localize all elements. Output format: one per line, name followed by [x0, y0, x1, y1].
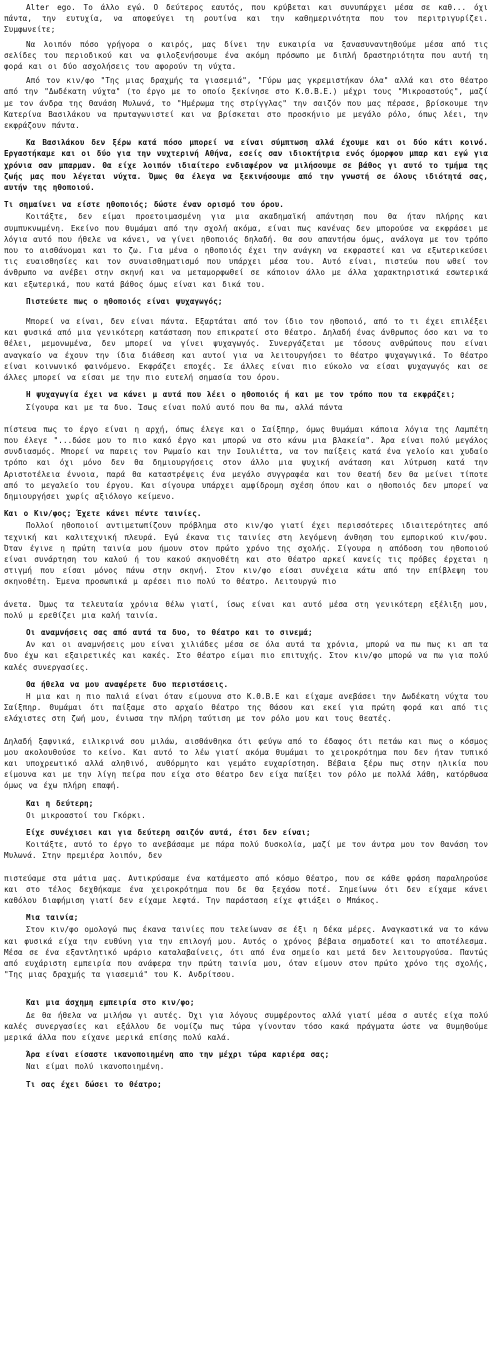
- answer-paragraph: άνετα. Όμως τα τελευταία χρόνια θέλω γιατί, ίσως είναι και αυτό μέσα στη γενικότερη εξέλιξη μου, πολύ μ ερεθίζει μια καλή ταινία.: [4, 599, 488, 620]
- answer-paragraph: Η μια και η πιο παλιά είναι όταν είμουνα στο Κ.Θ.Β.Ε και είχαμε ανεβάσει την Δωδέκατη νύχτα του Σαίξπηρ. Θυμάμαι ότι παίξαμε στο αρχαίο θέατρο της Θάσου και εκεί για πρώτη φορά και από τις ελάχιστες στη ζωή μου, ένιωσα την πλήρη ταύτιση με τον ρόλο μου και τους θεατές.: [4, 691, 488, 724]
- interview-question: Τι σας έχει δώσει το θέατρο;: [26, 1079, 162, 1089]
- interview-question: Και μια άσχημη εμπειρία στο κιν/φο;: [26, 998, 195, 1008]
- interview-question: Πιστεύετε πως ο ηθοποιός είναι ψυχαγωγός;: [26, 296, 223, 306]
- answer-paragraph: Σίγουρα και με τα δυο. Ίσως είναι πολύ αυτό που θα πω, αλλά πάντα: [26, 402, 343, 412]
- interview-question: Η ψυχαγωγία έχει να κάνει μ αυτά που λέει ο ηθοποιός ή και με τον τρόπο που τα εκφράζει;: [26, 390, 456, 400]
- answer-paragraph: Alter ego. Το άλλο εγώ. Ο δεύτερος εαυτός, που κρύβεται και συνυπάρχει μέσα σε καθ... όχι πάντα, την ευτυχία, να αποφεύγει τη ρουτίνα και την καθημερινότητα που τον περιτριγυρίζει. Συμφωνείτε;: [4, 3, 488, 35]
- interview-question: Και η δεύτερη;: [26, 798, 94, 808]
- answer-paragraph: Δηλαδή ξαφνικά, ειλικρινά σου μιλάω, αισθάνθηκα ότι φεύγω από το έδαφος ότι πετάω και πως ο κόσμος μου ακολουθούσε το κείνο. Και αυτό το λέω γιατί ακόμα θυμάμαι το χειροκρότημα που δεν ήταν τυπικό και υποχρεωτικό αλλά αληθινό, αυθόρμητο και γεμάτο ευχαρίστηση. Βέβαια ξέρω πως στην ηλικία που είμουνα και με την λίγη πείρα που είχα στο θέατρο δεν είχα παίξει τον ρόλο με πολλά λάθη, κατόρθωσα όμως να έχω πλήρη επαφή.: [4, 736, 488, 791]
- paragraph-gap: [4, 728, 488, 736]
- paragraph-gap: [4, 983, 488, 991]
- interview-question: Είχε συνέχισει και για δεύτερη σαιζόν αυτά, έτσι δεν είναι;: [26, 828, 311, 837]
- interview-question: Θα ήθελα να μου αναφέρετε δυο περιστάσεις.: [26, 679, 229, 689]
- answer-paragraph: Δε θα ήθελα να μιλήσω γι αυτές. Όχι για λόγους συμφέροντος αλλά γιατί μέσα σ αυτές είχα πολύ καλές συνεργασίες και εξάλλου δε νομίζω πως τώρα γίνονταν τόσο κακά πράγματα ώστε να θυμηθούμε μερικά άλλα που είχανε μερικά επίσης πολύ καλά.: [4, 1010, 488, 1043]
- answer-paragraph: Οι μικροαστοί του Γκόρκι.: [26, 810, 146, 820]
- interview-question: Μια ταινία;: [26, 913, 79, 923]
- answer-paragraph: Ναι είμαι πολύ ικανοποιημένη.: [26, 1062, 165, 1072]
- answer-paragraph: Κοιτάξτε, αυτό το έργο το ανεβάσαμε με πάρα πολύ δυσκολία, μαζί με τον άντρα μου τον Θανάση τον Μυλωνά. Στην πρεμιέρα λοιπόν, δεν: [4, 840, 488, 861]
- paragraph-gap: [4, 308, 488, 316]
- interview-question: Κα Βασιλάκου δεν ξέρω κατά πόσο μπορεί να είναι σύμπτωση αλλά έχουμε και οι δύο κάτι κοινό. Εργαστήκαμε και οι δύο για την νυχτερινή Αθήνα, εσείς σαν ιδιοκτήτρια ενός όμορφου μπαρ και εγώ για χρόνια σαν μπαρμαν. Θα είχε λοιπόν ιδιαίτερο ενδιαφέρον να μιλήσουμε σε βάθος γι αυτό το τμήμα της ζωής μας που λέγεται νύχτα. Όμως θα έλεγα να ξεκινήσουμε από την γνωστή σε όλους ιδιότητά σας, αυτήν της ηθοποιού.: [4, 138, 488, 193]
- interview-question: Οι αναμνήσεις σας από αυτά τα δυο, το θέατρο και το σινεμά;: [26, 627, 313, 637]
- paragraph-gap: [4, 591, 488, 599]
- answer-paragraph: Στον κιν/φο ομολογώ πως έκανα ταινίες που τελείωναν σε έξι η δέκα μέρες. Αναγκαστικά να το κάνω και φυσικά είχα την ευθύνη για την επιλογή μου. Αυτός ο χρόνος βέβαια σημαδοτεί και το αποτέλεσμα. Μέσα σε ένα εξαντλητικό ωράριο καταλαβαίνεις, ότι από ένα σημείο και μετά δεν λειτουργούσα. Παντώς από ευχάριστη εμπειρία που ανάφερα την πρώτη ταινία μου, όταν είμουν στον πρώτο χρόνο της σχολής, "Της μιας δραχμής τα γιασεμιά" του Κ. Ανδρίτσου.: [4, 925, 488, 980]
- answer-paragraph: Μπορεί να είναι, δεν είναι πάντα. Εξαρτάται από τον ίδιο τον ηθοποιό, από το τι έχει επιλέξει και φυσικά από μια γενικότερη κατάσταση που επικρατεί στο θέατρο. Δηλαδή ένας άνθρωπος όσο και να το θέλει, μεμονωμένα, δεν μπορεί να γίνει ψυχαγωγός. Συνεργάζεται με τόσους ανθρώπους που είναι αναγκαίο να έχουν την ίδια διάθεση και αυτοί για να λειτουργήσει το θέατρο ψυχαγωγικά. Το θέατρο είναι κοινωνικό φαινόμενο. Εκφράζει εποχές. Σε άλλες είναι πιο εύκολο να είσαι ψυχαγωγός και σε άλλες μπορεί να είσαι με την πιο ευτελή σημασία του όρου.: [4, 317, 488, 383]
- interview-question: Τι σημαίνει να είστε ηθοποιός; δώστε έναν ορισμό του όρου.: [4, 200, 284, 210]
- answer-paragraph: Να λοιπόν πόσο γρήγορα ο καιρός, μας δίνει την ευκαιρία να ξανασυναντηθούμε μέσα από τις σελίδες του περιοδικού και να φιλοξενήσουμε ένα ακόμη πρόσωπο με διπλή δραστηριότητα που αυτή τη φορά και οι δύο ασχολήσεις του αφορούν τη νύχτα.: [4, 39, 488, 72]
- answer-paragraph: Κοιτάξτε, δεν είμαι προετοιμασμένη για μια ακαδημαϊκή απάντηση που θα ήταν πλήρης και συμπυκνωμένη. Εκείνο που θυμάμαι από την σχολή ακόμα, είναι πως κανένας δεν μπορούσε να εκφράσει με λόγια αυτό που ήθελε να κάνει, να γίνει ηθοποιός δηλαδή. Θα σου απαντήσω όμως, ανάλογα με τον τρόπο που το αισθάνομαι και το ζω. Για μένα ο ηθοποιός έχει την ανάγκη να εκφραστεί και να εξωτερικεύσει τις ευαισθησίες και τον συναισθηματισμό που υπάρχει μέσα του. Αυτό είναι, πιστεύω που ωθεί τον άνθρωπο να ανέβει στην σκηνή και να μεταμορφωθεί σε κάποιον άλλο με άλλα χαρακτηριστικά εσωτερικά και εξωτερικά, που κατά βάθος όμως είναι και δικά του.: [4, 212, 488, 289]
- interview-question: Άρα είναι είσαστε ικανοποιημένη απο την μέχρι τώρα καριέρα σας;: [26, 1050, 330, 1060]
- answer-paragraph: πίστευα πως το έργο είναι η αρχή, όπως έλεγε και ο Σαίξπηρ, όμως θυμάμαι κάποια λόγια της Λαμπέτη που έλεγε "...δώσε μου το πιο κακό έργο και μπορώ να στο κάνω μια βλακεία". Άρα είναι πολύ μεγάλος συνδιασμός. Μπορεί να παρεις τον Ρωμαίο και την Ιουλιέττα, να τον παίξεις κατά ένα γελοίο και χυδαίο τρόπο και όχι μόνο δεν θα δημιουργήσεις στον άλλο μια ψυχική ανάταση και λύτρωση κατά την Αριστοτέλεια έννοια, παρά θα καταστρέψεις ένα μεγάλο συγγραφέα και τον θεατή δεν θα μείνει τίποτε από το μεγαλείο του έργου. Και σίγουρα υπάρχει αμφίδρομη σχέση όπου και ο ηθοποιός δεν μπορεί να δημιουργήσει χωρίς αξιόλογο κείμενο.: [4, 424, 488, 501]
- paragraph-gap: [4, 416, 488, 424]
- answer-paragraph: Πολλοί ηθοποιοί αντιμετωπίζουν πρόβλημα στο κιν/φο γιατί έχει περισσότερες ιδιαιτερότητες από τεχνική και καλιτεχνική πλευρά. Εγώ έκανα τις ταινίες στη λεγόμενη άνθηση του εμπορικού κιν/φου. Όταν έγινε η πρώτη ταινία μου ήμουν στον πρώτο χρόνο της σχολής. Σίγουρα η απόδοση του ηθοποιού είναι συνάρτηση του καλού ή του κακού σκηνοθέτη και στο θέατρο αρκεί κανείς τις πρόβες έρχεται η στιγμή που είσαι μόνος πάνω στην σκηνή. Στον κιν/φο είσαι συνέχεια κάτω από την επίβλεψη του σκηνοθέτη. Έμενα προσωπικά μ αρέσει πιο πολύ το θέατρο. Λειτουργώ πιο: [4, 521, 488, 587]
- answer-paragraph: πιστεύαμε στα μάτια μας. Αντικρύσαμε ένα κατάμεστο από κόσμο θέατρο, που σε κάθε φράση παραληρούσε και στο τέλος δεχθήκαμε ένα χειροκρότημα που δε θα ξεχάσω ποτέ. Σημείωνω ότι δεν είχαμε κάνει καθόλου διαφήμιση γιατί δεν είχαμε λεφτά. Την παράσταση είχε φτιάξει ο Μπάκος.: [4, 873, 488, 906]
- paragraph-gap: [4, 865, 488, 873]
- interview-question: Και ο Κιν/φος; Έχετε κάνει πέντε ταινίες.: [4, 509, 202, 519]
- answer-paragraph: Από τον κιν/φο "Της μιας δραχμής τα γιασεμιά", "Γύρω μας γκρεμιστήκαν όλα" αλλά και στο θέατρο από την "Δωδέκατη νύχτα" (το έργο με το οποίο ξεκίνησε στο Κ.Θ.Β.Ε.) μέχρι τους "Μικροαστούς", μαζί με τον άνδρα της Θανάση Μυλωνά, το "Ημέρωμα της στρίγγλας" την σαιζόν που μας πέρασε, βρίσκουμε την Κατερίνα Βασιλάκου να πρωταγωνιστεί και να βρίσκεται στο προσκήνιο με μεγάλο ρόλο, όπως λέει, την εκφράζουν πάντα.: [4, 76, 488, 131]
- answer-paragraph: Αν και οι αναμνήσεις μου είναι χιλιάδες μέσα σε όλα αυτά τα χρόνια, μπορώ να πω πως κι απ τα δυο έχω και εξαιρετικές και κακές. Στο θέατρο είμαι πιο επιτυχής. Στον κιν/φο μπορώ να πω για πολύ καλές συνεργασίες.: [4, 640, 488, 672]
